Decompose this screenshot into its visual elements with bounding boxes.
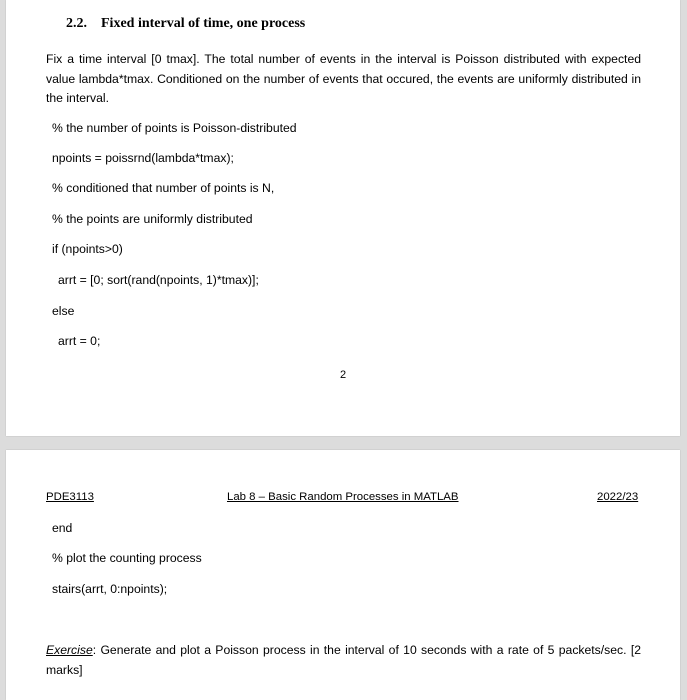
exercise-paragraph <box>46 641 641 680</box>
exercise-text: : Generate and plot a Poisson process in the interval of 10 seconds with a rate of 5 packets/sec. [2 marks] <box>46 643 641 677</box>
code-line: arrt = [0; sort(rand(npoints, 1)*tmax)]; <box>58 273 259 287</box>
section-title: Fixed interval of time, one process <box>101 16 306 31</box>
footer-year: 2022/23 <box>597 491 639 503</box>
code-line: arrt = 0; <box>58 334 101 348</box>
code-line: if (npoints>0) <box>52 242 123 256</box>
intro-paragraph: Fix a time interval [0 tmax]. The total number of events in the interval is Poisson distributed with expected value lambda*tmax. Conditioned on the number of events that occured, the events are uniformly distributed in the interval. <box>46 52 641 106</box>
code-line: % conditioned that number of points is N, <box>52 181 275 195</box>
document-page-2 <box>6 450 680 700</box>
page-number: 2 <box>340 369 347 381</box>
code-line: % plot the counting process <box>52 551 202 565</box>
document-page-1 <box>6 0 680 436</box>
footer-lab-title: Lab 8 – Basic Random Processes in MATLAB <box>227 491 459 503</box>
code-line: % the points are uniformly distributed <box>52 212 253 226</box>
code-line: % the number of points is Poisson-distributed <box>52 121 297 135</box>
footer-course-code: PDE3113 <box>46 491 94 503</box>
code-line: npoints = poissrnd(lambda*tmax); <box>52 151 234 165</box>
exercise-label: Exercise <box>46 643 93 657</box>
section-number: 2.2. <box>66 16 87 31</box>
section-heading <box>66 16 305 32</box>
code-line: else <box>52 304 75 318</box>
code-line: end <box>52 521 73 535</box>
code-line: stairs(arrt, 0:npoints); <box>52 582 168 596</box>
